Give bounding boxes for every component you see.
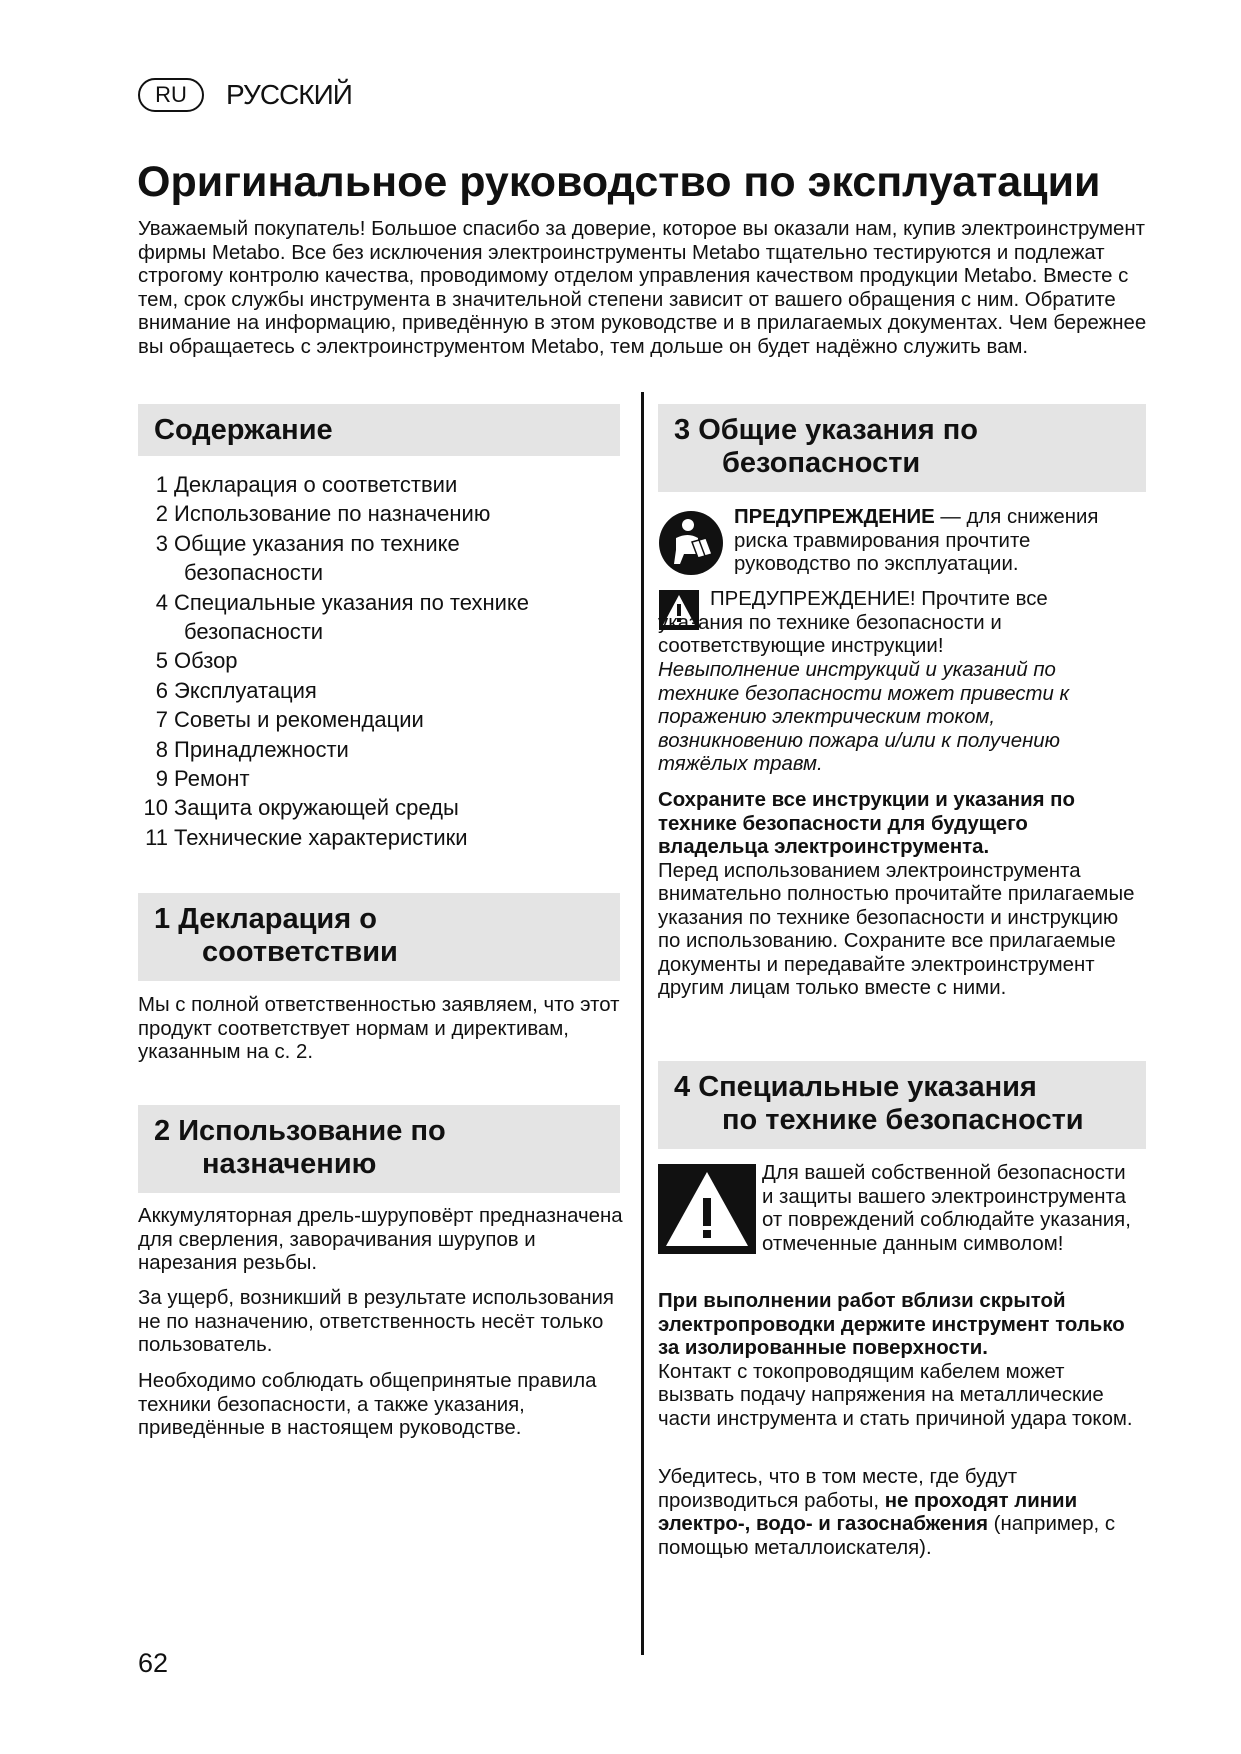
section-2-heading xyxy=(138,1105,620,1193)
keep-instructions-bold: Сохраните все инструкции и указания по технике безопасности для будущего владельца электроинструмента. xyxy=(658,789,1075,858)
utility-check-text-b: (например, с помощью металлоискателя). xyxy=(658,1513,1116,1559)
section-title-line1: Декларация о xyxy=(178,903,377,935)
declaration-text: Мы с полной ответственностью заявляем, что этот продукт соответствует нормам и директивам, указанным на с. 2. xyxy=(138,994,620,1063)
utility-check-text-a: Убедитесь, что в том месте, где будут производиться работы, xyxy=(658,1466,1018,1512)
toc-item xyxy=(138,646,618,675)
toc-heading-text: Содержание xyxy=(154,414,333,446)
toc-item xyxy=(138,676,618,705)
toc-item-label xyxy=(168,646,238,675)
toc-item-number: 6 xyxy=(155,677,168,703)
toc-item xyxy=(138,764,618,793)
keep-instructions-text: Перед использованием электроинструмента внимательно полностью прочитайте прилагаемые указания по технике безопасности и инструкцию по использованию. Сохраните все прилагаемые документы и передавайте электроинструмент другим лицам только вместе с ними. xyxy=(658,859,1135,999)
language-code-badge: RU xyxy=(138,78,204,112)
toc-item-label xyxy=(168,676,317,705)
read-manual-warning xyxy=(734,506,1144,577)
toc-item-number: 1 xyxy=(155,472,168,497)
section-3-heading xyxy=(658,404,1146,492)
icon-spacer xyxy=(658,1162,762,1256)
toc-item-label xyxy=(168,705,424,734)
general-warning-bold: ПРЕДУПРЕЖДЕНИЕ! Прочтите все указания по технике безопасности и соответствующие инструкции! xyxy=(658,588,1048,657)
toc-item xyxy=(138,823,618,852)
toc-item-label-line1: Защита окружающей среды xyxy=(174,795,459,821)
toc-item-label xyxy=(168,529,460,588)
page-title: Оригинальное руководство по эксплуатации xyxy=(137,158,1101,206)
utility-lines-check xyxy=(658,1466,1138,1560)
toc-item xyxy=(138,705,618,734)
toc-item xyxy=(138,588,618,647)
toc-item-label xyxy=(168,735,349,764)
section-title-line1: Общие указания по xyxy=(698,414,978,446)
toc-item-label xyxy=(168,499,490,528)
keep-instructions xyxy=(658,789,1138,1001)
toc-item-number: 4 xyxy=(155,589,168,615)
toc-item-label xyxy=(168,588,529,647)
safety-rules-text: Необходимо соблюдать общепринятые правила техники безопасности, а также указания, приведённые в настоящем руководстве. xyxy=(138,1370,597,1439)
language-name: РУССКИЙ xyxy=(226,79,352,110)
toc-item-label-line1: Общие указания по технике xyxy=(174,530,460,556)
toc-item-label-line1: Декларация о соответствии xyxy=(174,472,458,497)
section-title-line1: Использование по xyxy=(178,1115,446,1147)
toc-item xyxy=(138,529,618,588)
intended-use-text: Аккумуляторная дрель-шуруповёрт предназначена для сверления, заворачивания шурупов и нарезания резьбы. xyxy=(138,1205,623,1274)
toc-heading xyxy=(138,404,620,456)
toc-item-label xyxy=(168,764,250,793)
warning-label: ПРЕДУПРЕЖДЕНИЕ xyxy=(734,506,935,528)
read-manual-icon xyxy=(658,510,724,576)
section-number: 1 xyxy=(154,903,171,935)
page-number: 62 xyxy=(138,1648,169,1678)
toc-item-label-line1: Технические характеристики xyxy=(174,824,468,850)
toc-item-label-line1: Специальные указания по технике xyxy=(174,589,530,615)
toc-item-number: 7 xyxy=(155,707,168,733)
toc-item-label-line1: Обзор xyxy=(174,648,238,674)
intro-paragraph: Уважаемый покупатель! Большое спасибо за доверие, которое вы оказали нам, купив электроинструмент фирмы Metabo. Все без исключения электроинструменты Metabo тщательно тестируются и подлежат строгому контролю качества, проводимому отделом управления качеством продукции Metabo. Вместе с тем, срок службы инструмента в значительной степени зависит от вашего обращения с ним. Обратите внимание на информацию, приведённую в этом руководстве и в прилагаемых документах. Чем бережнее вы обращаетесь с электроинструментом Metabo, тем дольше он будет надёжно служить вам. xyxy=(138,218,1147,358)
warning-consequence-text: Невыполнение инструкций и указаний по технике безопасности может привести к поражению электрическим током, возникновению пожара и/или к получению тяжёлых травм. xyxy=(658,659,1070,775)
toc-item-label-line2: безопасности xyxy=(184,619,324,645)
hidden-wiring-text: Контакт с токопроводящим кабелем может вызвать подачу напряжения на металлические части инструмента и стать причиной удара током. xyxy=(658,1360,1133,1430)
toc-item-number: 9 xyxy=(155,766,168,792)
section-title-line2: назначению xyxy=(202,1148,377,1180)
toc-item-label-line2: безопасности xyxy=(184,560,324,586)
toc-item-label-line1: Использование по назначению xyxy=(174,501,491,527)
toc-item-number: 10 xyxy=(143,795,168,821)
toc-item-label xyxy=(168,470,457,499)
section-number: 2 xyxy=(154,1115,171,1147)
section-number: 4 xyxy=(674,1071,691,1103)
column-divider xyxy=(641,392,644,1655)
toc-item xyxy=(138,793,618,822)
toc-item-number: 8 xyxy=(155,736,168,762)
toc-item-number: 3 xyxy=(155,530,168,556)
toc-item xyxy=(138,470,618,499)
toc-item-label xyxy=(168,793,459,822)
table-of-contents xyxy=(138,470,618,852)
toc-item-label-line1: Принадлежности xyxy=(174,736,349,762)
toc-item-label xyxy=(168,823,468,852)
section-number: 3 xyxy=(674,414,691,446)
section-title-line2: по технике безопасности xyxy=(722,1104,1084,1136)
warning-text: — для снижения риска травмирования прочтите руководство по эксплуатации. xyxy=(734,506,1099,575)
section-title-line1: Специальные указания xyxy=(698,1071,1037,1103)
toc-item-number: 11 xyxy=(145,824,168,850)
symbol-explanation-text xyxy=(658,1162,1138,1256)
section-title-line2: соответствии xyxy=(202,936,398,968)
toc-item xyxy=(138,735,618,764)
toc-item-label-line1: Советы и рекомендации xyxy=(174,707,424,733)
general-warning-italic xyxy=(658,659,1128,777)
toc-item-label-line1: Ремонт xyxy=(174,766,250,792)
liability-text: За ущерб, возникший в результате использования не по назначению, ответственность несёт только пользователь. xyxy=(138,1287,614,1356)
toc-item-number: 2 xyxy=(155,501,168,527)
section-4-heading xyxy=(658,1061,1146,1149)
toc-item-number: 5 xyxy=(155,648,168,674)
toc-item xyxy=(138,499,618,528)
hidden-wiring-warning xyxy=(658,1290,1138,1431)
utility-check-bold: не проходят линии электро-, водо- и газоснабжения xyxy=(658,1489,1078,1535)
hidden-wiring-bold: При выполнении работ вблизи скрытой электропроводки держите инструмент только за изолированные поверхности. xyxy=(658,1290,1125,1359)
language-indicator xyxy=(138,78,352,112)
section-1-heading xyxy=(138,893,620,981)
toc-item-label-line1: Эксплуатация xyxy=(174,677,317,703)
section-title-line2: безопасности xyxy=(722,447,921,479)
symbol-text: Для вашей собственной безопасности и защиты вашего электроинструмента от повреждений соблюдайте указания, отмеченные данным символом! xyxy=(762,1162,1131,1255)
